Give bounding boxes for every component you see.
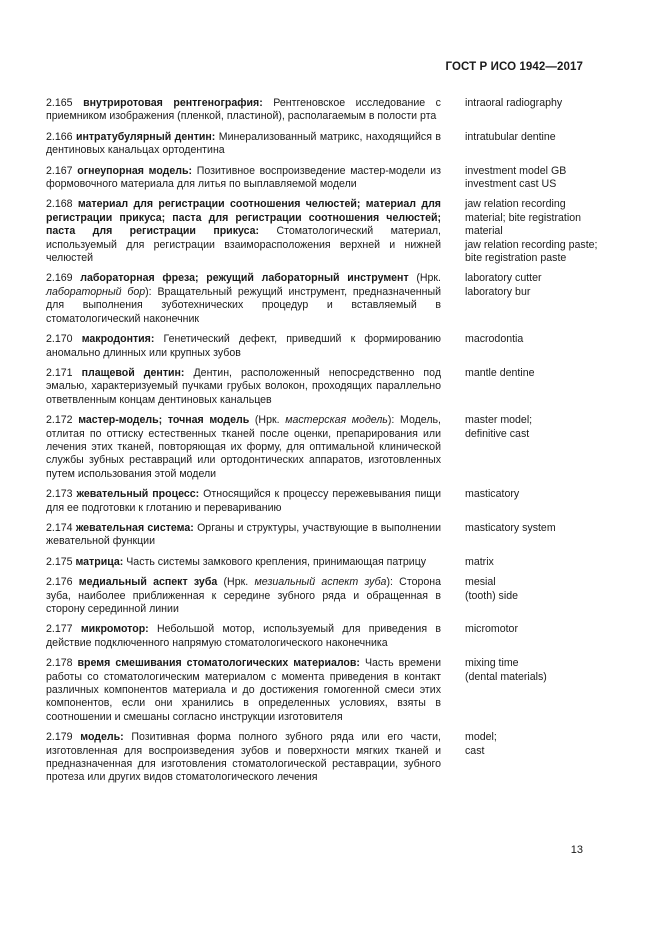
term-number: 2.174 — [46, 521, 73, 534]
definition-text: Позитивная форма полного зубного ряда или его части, изготовленная для воспроизведения зубов и поверхности мягких тканей и предназначенная для изготовления стоматологической реставрации, зубного протеза или других видов стоматологического лечения — [46, 731, 441, 784]
definition-text: Стоматологический материал, используемый для регистрации взаиморасположения верхней и нижней челюстей — [46, 225, 441, 265]
term-definition — [46, 198, 441, 265]
term-title: микромотор: — [80, 623, 149, 636]
term-title: жевательная система: — [75, 521, 194, 534]
english-equivalent — [465, 556, 605, 569]
term-definition — [46, 333, 441, 360]
deprecated-prefix: (Нрк. — [408, 272, 441, 285]
term-number: 2.165 — [46, 97, 73, 109]
term-entry — [46, 623, 606, 650]
english-equivalent — [465, 131, 605, 158]
term-entry — [46, 731, 606, 785]
deprecated-prefix: (Нрк. — [249, 414, 286, 427]
definition-text: Относящийся к процессу пережевывания пищи для ее подготовки к глотанию и перевариванию — [46, 488, 441, 514]
term-number: 2.171 — [46, 366, 73, 379]
english-equivalent — [465, 488, 605, 515]
english-equivalent — [465, 414, 605, 481]
english-term: masticatory system — [465, 521, 556, 534]
term-entry — [46, 333, 606, 360]
term-definition — [46, 522, 441, 549]
english-term: masticatory — [465, 488, 520, 501]
term-title: жевательный процесс: — [76, 488, 200, 501]
term-entry — [46, 657, 606, 724]
definition-text: Дентин, расположенный непосредственно под эмалью, характеризуемый пучками грубых волокон, проходящих параллельно ответвленным концам дентиновых канальцев — [46, 366, 441, 406]
definition-text: Генетический дефект, приведший к формированию аномально длинных или крупных зубов — [46, 333, 441, 359]
entries-list — [46, 97, 606, 792]
definition-text: Часть времени работы со стоматологическим материалом с момента приведения в контакт различных компонентов материала и до достижения гомогенной смеси этих компонентов, если они хранились в определенных условиях, взяты в соотношении и смешаны согласно инструкции изготовителя — [46, 657, 441, 723]
term-title: лабораторная фреза; режущий лабораторный инструмент — [80, 272, 409, 285]
english-term: mixing time — [465, 657, 519, 670]
term-definition — [46, 367, 441, 407]
term-number: 2.175 — [46, 555, 73, 568]
term-title: мастер-модель; точная модель — [78, 414, 250, 427]
definition-text: Минерализованный матрикс, находящийся в дентиновых канальцах ортодентина — [46, 130, 441, 157]
english-equivalent — [465, 198, 605, 265]
english-term: cast — [465, 744, 485, 757]
term-definition — [46, 731, 441, 785]
term-entry — [46, 367, 606, 407]
term-number: 2.176 — [46, 576, 73, 589]
english-term: mantle dentine — [465, 366, 535, 379]
term-definition — [46, 272, 441, 326]
deprecated-term: мастерская модель — [285, 414, 388, 427]
definition-text: Небольшой мотор, используемый для приведения в действие подключенного напрямую стоматологического наконечника — [46, 623, 441, 649]
english-term: model; — [465, 731, 497, 744]
term-number: 2.177 — [46, 623, 73, 636]
english-term: intratubular dentine — [465, 130, 556, 143]
english-term: definitive cast — [465, 427, 530, 440]
term-number: 2.168 — [46, 198, 73, 211]
term-entry — [46, 556, 606, 569]
term-number: 2.169 — [46, 272, 73, 285]
definition-text: ): Сторона зуба, наиболее приближенная к середине зубного ряда и обращенная в сторону серединной линии — [46, 576, 441, 615]
term-number: 2.166 — [46, 130, 73, 143]
definition-text: Позитивное воспроизведение мастер-модели из формовочного материала для литья по выплавляемой модели — [46, 164, 441, 191]
term-entry — [46, 165, 606, 192]
english-term: jaw relation recording material; bite registration material — [465, 198, 581, 238]
english-equivalent — [465, 731, 605, 785]
term-title: интратубулярный дентин: — [75, 130, 216, 143]
term-entry — [46, 131, 606, 158]
term-definition — [46, 97, 441, 124]
term-entry — [46, 488, 606, 515]
definition-text: Часть системы замкового крепления, принимающая патрицу — [123, 555, 427, 568]
english-equivalent — [465, 165, 605, 192]
term-number: 2.178 — [46, 657, 73, 670]
english-term: macrodontia — [465, 333, 524, 346]
term-entry — [46, 97, 606, 124]
english-term: investment cast US — [465, 178, 557, 191]
term-entry — [46, 198, 606, 265]
term-definition — [46, 131, 441, 158]
english-term: matrix — [465, 555, 494, 568]
english-equivalent — [465, 576, 605, 616]
term-entry — [46, 576, 606, 616]
term-title: материал для регистрации соотношения челюстей; материал для регистрации прикуса; паста для регистрации соотношения челюстей; паста для регистрации прикуса: — [46, 198, 441, 238]
english-equivalent — [465, 272, 605, 326]
term-title: модель: — [80, 731, 124, 744]
english-equivalent — [465, 657, 605, 724]
english-term: investment model GB — [465, 164, 567, 177]
english-equivalent — [465, 623, 605, 650]
term-title: огнеупорная модель: — [77, 164, 193, 177]
term-definition — [46, 165, 441, 192]
definition-text: ): Модель, отлитая по оттиску естественных тканей после оценки, препарирования или лечения этих тканей, повторяющая их форму, для оптимальной клинической службы зубных реставраций или ортодонтических аппаратов, изготовленных путем использования этой модели — [46, 414, 441, 480]
term-title: матрица: — [75, 555, 124, 568]
english-equivalent — [465, 333, 605, 360]
term-title: плащевой дентин: — [81, 366, 185, 379]
english-term: laboratory cutter — [465, 272, 542, 285]
document-header: ГОСТ Р ИСО 1942—2017 — [445, 61, 583, 73]
term-number: 2.173 — [46, 488, 73, 501]
term-title: время смешивания стоматологических материалов: — [77, 657, 360, 670]
english-equivalent — [465, 522, 605, 549]
english-term: jaw relation recording paste; bite registration paste — [465, 238, 598, 265]
deprecated-term: лабораторный бор — [46, 285, 146, 298]
english-term: laboratory bur — [465, 285, 531, 298]
term-number: 2.170 — [46, 333, 73, 346]
english-equivalent — [465, 367, 605, 407]
term-title: медиальный аспект зуба — [78, 576, 218, 589]
term-title: внутриротовая рентгенография: — [83, 97, 263, 109]
english-term: master model; — [465, 414, 533, 427]
definition-text: Органы и структуры, участвующие в выполнении жевательной функции — [46, 521, 441, 548]
english-term: micromotor — [465, 623, 518, 636]
term-entry — [46, 522, 606, 549]
english-equivalent — [465, 97, 605, 124]
term-definition — [46, 576, 441, 616]
term-number: 2.179 — [46, 731, 73, 744]
term-definition — [46, 657, 441, 724]
english-term: (tooth) side — [465, 589, 518, 602]
deprecated-term: мезиальный аспект зуба — [254, 576, 387, 589]
english-term: mesial — [465, 576, 496, 589]
term-entry — [46, 272, 606, 326]
term-definition — [46, 414, 441, 481]
english-term: intraoral radiography — [465, 97, 563, 109]
page-number: 13 — [570, 844, 583, 856]
term-number: 2.167 — [46, 164, 73, 177]
term-definition — [46, 623, 441, 650]
term-number: 2.172 — [46, 414, 73, 427]
english-term: (dental materials) — [465, 670, 547, 683]
definition-text: ): Вращательный режущий инструмент, предназначенный для выполнения зуботехнических процедур и вставляемый в стоматологический наконечник — [46, 285, 441, 325]
deprecated-prefix: (Нрк. — [217, 576, 255, 589]
term-definition — [46, 488, 441, 515]
term-title: макродонтия: — [81, 333, 155, 346]
term-definition — [46, 556, 441, 569]
term-entry — [46, 414, 606, 481]
definition-text: Рентгеновское исследование с приемником изображения (пленкой, пластиной), располагаемым в полости рта — [46, 97, 441, 123]
